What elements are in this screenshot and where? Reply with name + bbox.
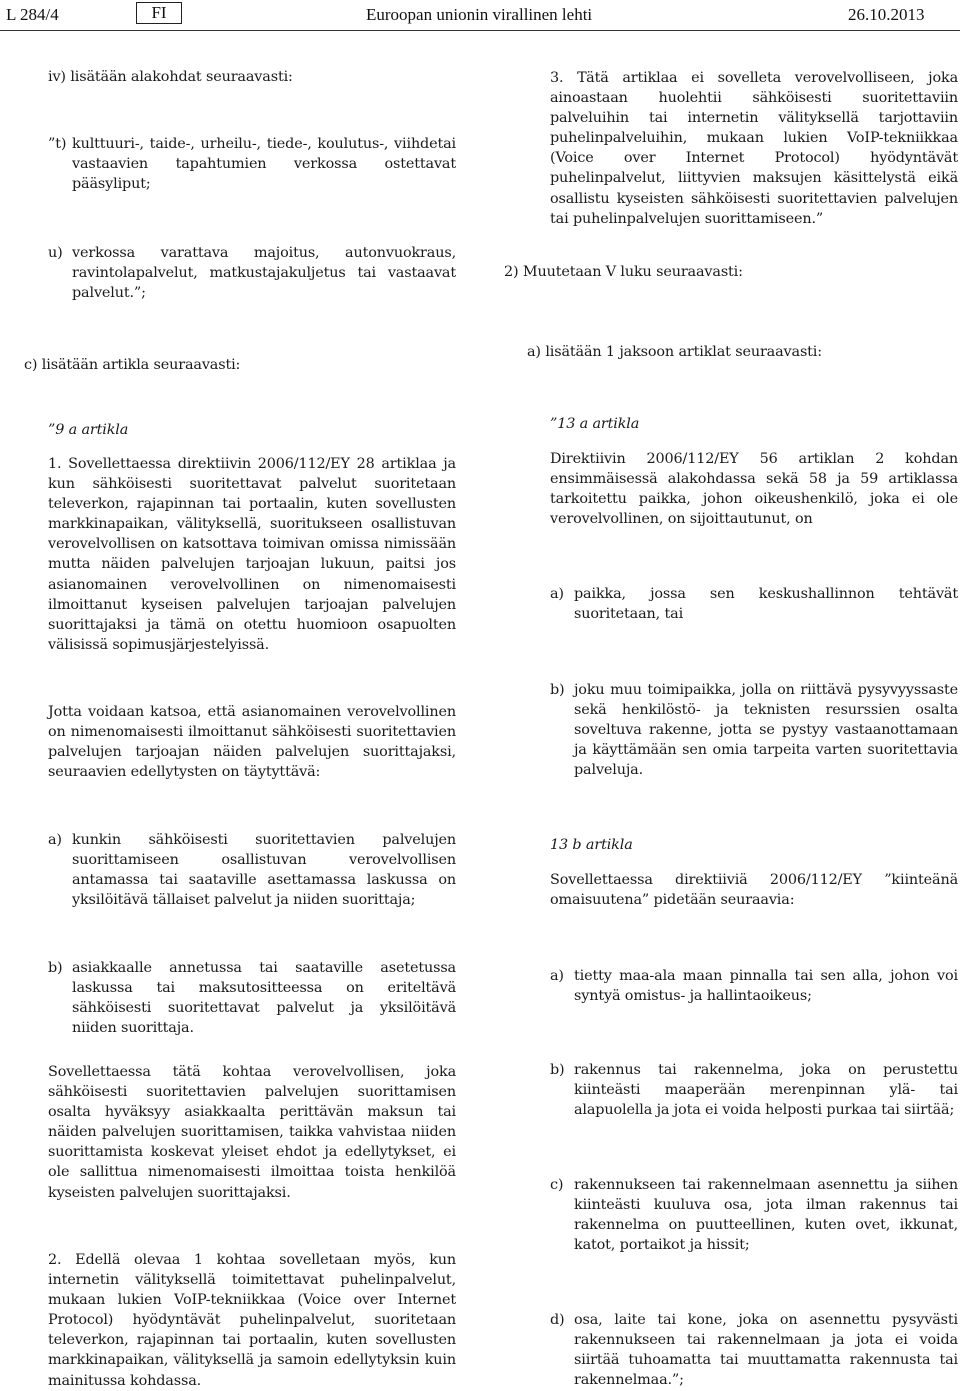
list-label: b) [48,960,63,976]
page-reference: L 284/4 [6,5,59,24]
list-text: rakennus tai rakennelma, joka on perustettu kiinteästi maaperään merenpinnan ylä- tai alapuolella ja jota ei voida helposti purkaa tai siirtää; [574,1062,958,1119]
list-text: asiakkaalle annetussa tai saataville asetetussa laskussa tai maksutositteessa on eriteltävä sähköisesti suoritettavat palvelut ja yksilöitävä niiden suorittaja. [72,960,456,1037]
language-code-box: FI [136,2,182,24]
article-9a-paragraph-1: 1. Sovellettaessa direktiivin 2006/112/EY 28 artiklaa ja kun sähköisesti suoritettavat palvelut suoritetaan televerkon, rajapinnan tai portaalin, kuten sovellusten markkinapaikan, välityksellä, suoritukseen osallistuvan verovelvollisen on katsottava toimivan omissa nimissään mutta näiden palvelujen tarjoajan lukuun, paitsi jos asianomainen verovelvollinen on nimenomaisesti ilmoittanut kyseisen palvelujen tarjoajan palvelujen suorittajaksi ja tämä on otettu huomioon osapuolten välisissä sopimusjärjestelyissä. [48,456,456,653]
point-c-intro: c) lisätään artikla seuraavasti: [24,357,241,373]
list-item-13b-b [550,1060,958,1122]
list-item-13b-d [550,1310,958,1390]
article-13b-title: 13 b artikla [550,837,633,853]
list-item-b [48,958,456,1037]
list-item-13a-a [550,584,958,626]
list-label: b) [550,1062,565,1078]
list-text: tietty maa-ala maan pinnalla tai sen alla, johon voi syntyä omistus- ja hallintaoikeus; [574,968,958,1005]
list-label: a) [48,832,62,848]
publication-date: 26.10.2013 [848,5,925,24]
point-2-intro: 2) Muutetaan V luku seuraavasti: [504,264,743,280]
list-item-13b-c [550,1175,958,1257]
point-2a-intro: a) lisätään 1 jaksoon artiklat seuraavasti: [527,344,822,360]
list-label: a) [550,968,564,984]
list-text: kulttuuri-, taide-, urheilu-, tiede-, koulutus-, viihdetai vastaavien tapahtumien verkossa ostettavat pääsyliput; [72,136,456,193]
list-label: c) [550,1177,564,1193]
journal-header [0,0,960,32]
list-text: verkossa varattava majoitus, autonvuokraus, ravintolapalvelut, matkustajakuljetus tai vastaavat palvelut.”; [72,245,456,302]
header-rule [0,30,960,31]
article-9a-paragraph-3: Sovellettaessa tätä kohtaa verovelvollisen, joka sähköisesti suoritettavien palvelujen suorittamisen osalta hyväksyy asiakkaalta perittävän maksun tai näiden palvelujen suorittamisen, taikka vahvistaa niiden suorittamista koskevat yleiset ehdot ja edellytykset, ei ole sallittua nimenomaisesti ilmoittaa toista henkilöä kyseisten palvelujen suorittajaksi. [48,1064,456,1201]
list-label: u) [48,245,63,261]
list-text: kunkin sähköisesti suoritettavien palvelujen suorittamiseen osallistuvan verovelvollisen antamassa tai saataville asettamassa laskussa on yksilöitävä tällaiset palvelut ja niiden suorittaja; [72,832,456,909]
subpoint-iv-intro: iv) lisätään alakohdat seuraavasti: [48,69,293,85]
article-13b-paragraph-1: Sovellettaessa direktiiviä 2006/112/EY ”kiinteänä omaisuutena” pidetään seuraavia: [550,872,958,909]
list-label: d) [550,1312,565,1328]
list-item-13b-a [550,966,958,1008]
list-item-u [48,243,456,305]
article-13a-title: ”13 a artikla [550,416,640,432]
article-9a-paragraph-4: 2. Edellä olevaa 1 kohtaa sovelletaan myös, kun internetin välityksellä toimitettavat puhelinpalvelut, mukaan lukien VoIP-tekniikkaa (Voice over Internet Protocol) hyödyntävät puhelinpalvelut, suoritetaan televerkon, rajapinnan tai portaalin, kuten sovellusten markkinapaikan, välityksellä ja samoin edellytyksin kuin mainitussa kohdassa. [48,1252,456,1389]
list-text: paikka, jossa sen keskushallinnon tehtävät suoritetaan, tai [574,586,958,623]
list-item-a [48,830,456,912]
list-label: b) [550,682,565,698]
list-item-t [48,134,456,196]
list-text: rakennukseen tai rakennelmaan asennettu ja siihen kiinteästi kuuluva osa, jota ilman rakennus tai rakennelma on puutteellinen, kuten ovet, ikkunat, katot, portaikot ja hissit; [574,1177,958,1254]
list-label: ”t) [48,136,67,152]
list-item-13a-b [550,680,958,782]
journal-title: Euroopan unionin virallinen lehti [366,5,593,24]
article-9a-title: ”9 a artikla [48,422,129,438]
list-text: joku muu toimipaikka, jolla on riittävä pysyvyyssaste sekä henkilöstö- ja teknisten resurssien osalta soveltuva rakenne, jotta se pystyy vastaanottamaan ja käyttämään sen omia tarpeita varten suoritettavia palveluja. [574,682,958,779]
article-9a-paragraph-2: Jotta voidaan katsoa, että asianomainen verovelvollinen on nimenomaisesti ilmoittanut sähköisesti suoritettavien palvelujen tarjoajan näiden palvelujen suorittajaksi, seuraavien edellytysten on täytyttävä: [48,704,456,781]
list-text: osa, laite tai kone, joka on asennettu pysyvästi rakennukseen tai rakennelmaan ja jota ei voida siirtää tuhoamatta tai muuttamatta rakennusta tai rakennelmaa.”; [574,1312,958,1389]
article-13a-paragraph-1: Direktiivin 2006/112/EY 56 artiklan 2 kohdan ensimmäisessä alakohdassa sekä 58 ja 59 artiklassa tarkoitettu paikka, johon oikeushenkilö, joka ei ole verovelvollinen, on sijoittautunut, on [550,451,958,528]
article-9a-paragraph-5: 3. Tätä artiklaa ei sovelleta verovelvolliseen, joka ainoastaan huolehtii sähköisesti suoritettaviin palveluihin tai internetin välityksellä tarjottaviin puhelinpalveluihin, mukaan lukien VoIP-tekniikkaa (Voice over Internet Protocol) hyödyntävät puhelinpalvelut, liittyvien maksujen käsittelystä eikä osallistu kyseisten sähköisesti suoritettavien palvelujen tai puhelinpalvelujen suorittamiseen.” [550,70,958,227]
list-label: a) [550,586,564,602]
